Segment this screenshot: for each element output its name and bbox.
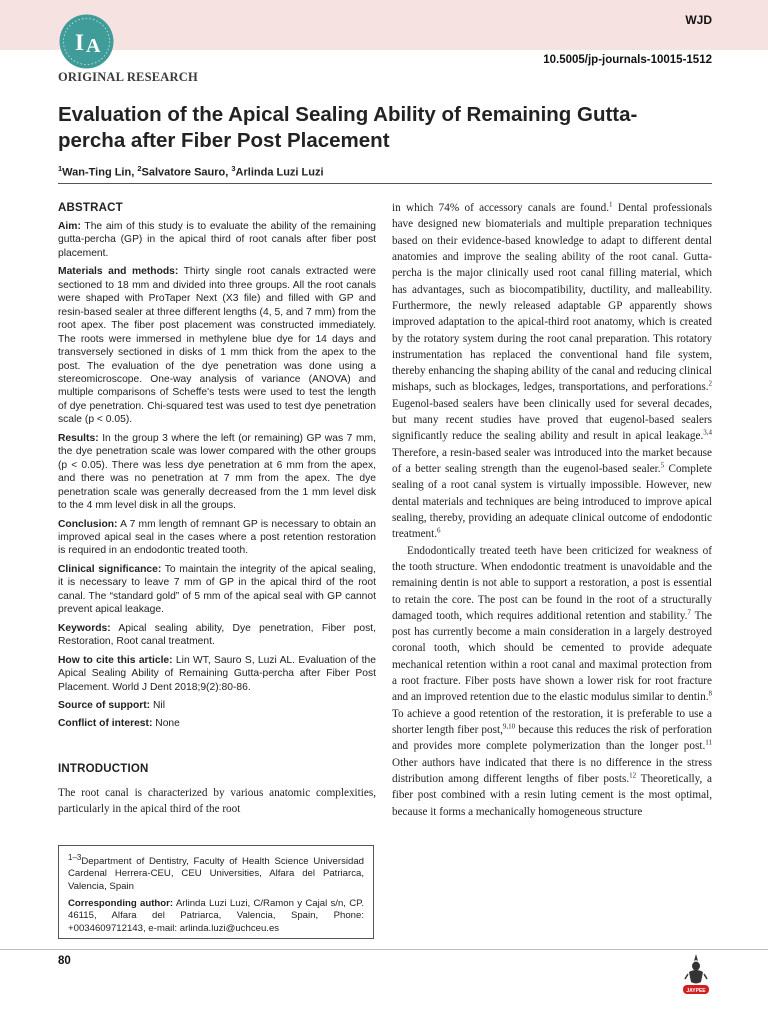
logo-letter-a: A — [86, 35, 101, 57]
citation-ref: 3,4 — [703, 428, 712, 437]
author-name: Wan-Ting Lin, — [62, 166, 138, 179]
abstract-support — [58, 699, 376, 712]
affiliation-department — [68, 852, 364, 893]
abstract-methods — [58, 265, 376, 426]
abstract-conflict — [58, 717, 376, 730]
abstract-keywords — [58, 622, 376, 649]
publisher-logo-icon — [681, 952, 711, 996]
conflict-text: None — [152, 718, 180, 730]
logo-letter-i: I — [75, 30, 84, 55]
abstract-results — [58, 432, 376, 513]
abstract-heading: ABSTRACT — [58, 202, 123, 214]
citation-ref: 1 — [609, 200, 613, 209]
doi: 10.5005/jp-journals-10015-1512 — [543, 54, 712, 66]
body-text-column — [392, 200, 712, 820]
aim-text: The aim of this study is to evaluate the ability of the remaining gutta-percha (GP) in the apical third of root canals after fiber post placement. — [58, 221, 376, 259]
citation-ref: 11 — [705, 738, 712, 747]
article-title: Evaluation of the Apical Sealing Ability of Remaining Gutta-percha after Fiber Post Placement — [58, 103, 638, 152]
author-sup: 3 — [231, 164, 236, 173]
footer-divider — [0, 949, 768, 950]
citation-ref: 8 — [708, 689, 712, 698]
keywords-label: Keywords: — [58, 622, 111, 634]
results-label: Results: — [58, 432, 99, 444]
author-name: Salvatore Sauro, — [141, 166, 232, 179]
citation-ref: 7 — [687, 608, 691, 617]
introduction-heading: INTRODUCTION — [58, 763, 149, 775]
affiliation-box — [58, 845, 374, 939]
author-name: Arlinda Luzi Luzi — [235, 166, 324, 179]
author-sup: 2 — [137, 164, 142, 173]
author-sup: 1 — [58, 164, 63, 173]
citation-ref: 5 — [660, 461, 665, 470]
paragraph: Endodontically treated teeth have been criticized for weakness of the tooth structure. When endodontic treatment is unavoidable and the remaining dentin is not able to support a restoration, a post is essential to retain the core. The post can be found in the root of a structurally damaged tooth, which requires additional retention and stability.$^7$ The post has currently become a main consideration in a largely destroyed coronal tooth, which should be cemented to provide adequate mechanical retention within a root canal and maximal protection from a root fracture. Fiber posts have shown a lower risk for root fracture and an improved retention due to the elastic modulus similar to dentin.$^8$ To achieve a good retention of the restoration, it is preferable to use a shorter length fiber post,$^{9,10}$ because this reduces the risk of perforation and provides more complete polymerization than the longer post.$^{11}$ Other authors have indicated that there is no difference in the stress distribution among different lengths of fiber posts.$^{12}$ Theoretically, a fiber post combined with a resin luting cement is the most optimal, because it forms a mechanically homogeneous structure — [392, 544, 712, 818]
abstract-section — [58, 202, 376, 736]
title-divider — [58, 183, 712, 184]
citation-ref: 2 — [708, 379, 712, 388]
abstract-conclusion — [58, 518, 376, 558]
publisher-logo-text: JAYPEE — [686, 988, 706, 994]
support-text: Nil — [150, 699, 165, 711]
methods-text: Thirty single root canals extracted were sectioned to 18 mm and divided into three groups. All the root canals were shaped with ProTaper Next (X3 file) and filled with GP and resin-based sealer at three different lengths (4, 5, and 7 mm) from the root apex. The fiber post placement was constructed immediately. The roots were immersed in methylene blue dye for 14 days and transversely sectioned in disks of 1 mm thick from the apex to the post. The evaluation of the dye penetration was done using a stereomicroscope. One-way analysis of variance (ANOVA) and multiple comparisons of Scheffe's tests were used to test the length of dye penetration. Chi-squared test was used to test dye penetration scale (p < 0.05). — [58, 266, 376, 426]
paragraph: in which 74% of accessory canals are found.$^1$ Dental professionals have designed new biomaterials and multiple preparation techniques based on their evidence-based knowledge to adapt to different dental anatomies and improve the sealing ability of the root canal. Gutta-percha is the major clinically used root canal filling material, which has advantages, such as biocompatibility, ductility, and malleability. Furthermore, the newly released adaptable GP apparently shows improved adaptation to the apical-third root anatomy, which is created by the rotatory system during the root canal preparation. This rotatory instrumentation has replaced the conventional hand file system, thereby enhancing the shaping ability of the canal and reducing clinical mishaps, such as blockages, ledges, transportations, and perforations.$^2$ Eugenol-based sealers have been clinically used for several decades, but many recent studies have proved that eugenol-based sealers significantly reduce the sealing ability and result in apical leakage.$^{3,4}$ Therefore, a resin-based sealer was introduced into the market because of a better sealing strength than the eugenol-based sealer.$^5$ Complete sealing of a root canal system is virtually impossible. However, new dental materials and techniques are being introduced to improve apical sealing, thereby, providing an adequate clinical outcome of endodontic treatment.$^6$ — [392, 200, 713, 541]
section-label: ORIGINAL RESEARCH — [58, 70, 198, 84]
citation-ref: 6 — [437, 526, 441, 535]
department-text: Department of Dentistry, Faculty of Health Science Universidad Cardenal Herrera-CEU, CEU Universities, Alfara del Patriarca, Valencia, Spain — [68, 856, 364, 892]
author-list — [58, 164, 324, 179]
abstract-aim — [58, 220, 376, 260]
abstract-clinical-significance — [58, 563, 376, 617]
methods-label: Materials and methods: — [58, 266, 179, 278]
corr-label: Corresponding author: — [68, 898, 174, 910]
cite-label: How to cite this article: — [58, 654, 173, 666]
journal-name: WJD — [685, 13, 712, 27]
page-number: 80 — [58, 955, 71, 967]
abstract-citation — [58, 654, 376, 694]
affiliation-sup: 1–3 — [68, 853, 82, 862]
conflict-label: Conflict of interest: — [58, 718, 153, 730]
conclusion-label: Conclusion: — [58, 518, 118, 530]
aim-label: Aim: — [58, 221, 81, 232]
conclusion-text: A 7 mm length of remnant GP is necessary to obtain an improved apical seal in the cases where a post retention restoration is required in an endodontic treated tooth. — [58, 518, 376, 557]
results-text: In the group 3 where the left (or remaining) GP was 7 mm, the dye penetration scale was lower compared with the other groups (p < 0.05). There was less dye penetration at 6 mm from the apex, and there was no penetration at 7 mm from the apex. The dye penetration scale was generally decreased from the 1 mm level disk to the 4 mm level disk in all the groups. — [58, 432, 376, 512]
support-label: Source of support: — [58, 699, 151, 711]
introduction-text: The root canal is characterized by various anatomic complexities, particularly in the apical third of the root — [58, 787, 376, 816]
citation-ref: 12 — [629, 771, 637, 780]
citation-ref: 9,10 — [502, 722, 516, 731]
clinical-text: To maintain the integrity of the apical sealing, it is necessary to leave 7 mm of GP in the apical third of the root canal. The “standard gold” of 5 mm of the apical seal with GP cannot prevent apical leakage. — [58, 563, 376, 616]
keywords-text: Apical sealing ability, Dye penetration, Fiber post, Restoration, Root canal treatment. — [58, 622, 376, 648]
clinical-label: Clinical significance: — [58, 563, 162, 575]
cite-text: Lin WT, Sauro S, Luzi AL. Evaluation of the Apical Sealing Ability of Remaining Gutta-percha after Fiber Post Placement. World J Dent 2018;9(2):80-86. — [58, 654, 376, 693]
header-band — [0, 0, 768, 50]
corresponding-author — [68, 898, 364, 935]
corr-text: Arlinda Luzi Luzi, C/Ramon y Cajal s/n, CP. 46115, Alfara del Patriarca, Valencia, Spain, Phone: +0034609712143, e-mail: arlinda.luzi@uchceu.es — [68, 898, 364, 934]
journal-logo-icon — [58, 13, 115, 70]
